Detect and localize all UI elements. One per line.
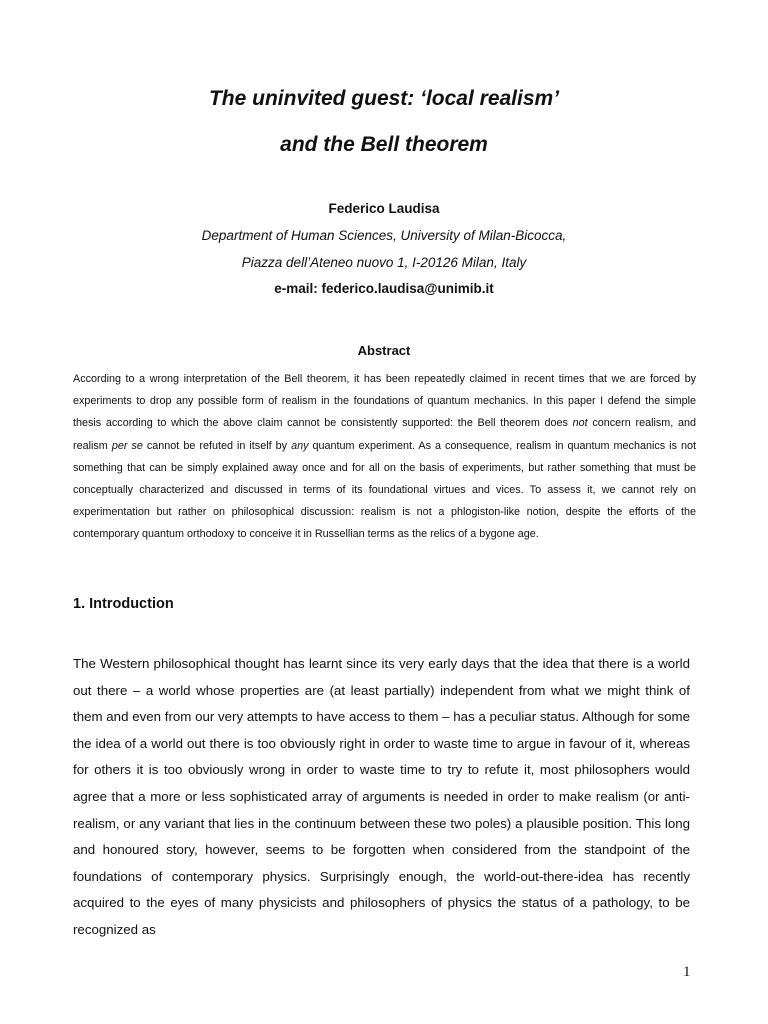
section-heading: 1. Introduction [73, 596, 174, 612]
paper-title-line-1: The uninvited guest: ‘local realism’ [208, 87, 560, 110]
paper-title-line-2: and the Bell theorem [280, 133, 488, 156]
abstract-emphasis-any: any [291, 439, 309, 452]
author-affiliation-line-1: Department of Human Sciences, University of Milan-Bicocca, [201, 228, 567, 243]
abstract-emphasis-per-se: per se [111, 439, 143, 452]
abstract-text [73, 368, 696, 546]
page-number: 1 [683, 964, 691, 980]
author-affiliation-line-2: Piazza dell’Ateneo nuovo 1, I-20126 Milan, Italy [241, 255, 527, 270]
author-name: Federico Laudisa [328, 201, 440, 216]
abstract-emphasis-not: not [572, 417, 588, 430]
author-email: e-mail: federico.laudisa@unimib.it [274, 281, 494, 296]
abstract-text-part-3: cannot be refuted in itself by [142, 439, 292, 452]
abstract-text-part-4: quantum experiment. As a consequence, realism in quantum mechanics is not something that can be simply explained away once and for all on the basis of experiments, but rather something that must be conceptually characterized and discussed in terms of its foundational virtues and vices. To assess it, we cannot rely on experimentation but rather on philosophical discussion: realism is not a phlogiston-like notion, despite the efforts of the contemporary quantum orthodoxy to conceive it in Russellian terms as the relics of a bygone age. [73, 439, 697, 541]
abstract-text-part-2: concern realism, and realism [73, 417, 696, 452]
abstract-text-part-1: According to a wrong interpretation of the Bell theorem, it has been repeatedly claimed in recent times that we are forced by experiments to drop any possible form of realism in the foundations of quantum mechanics. In this paper I defend the simple thesis according to which the above claim cannot be consistently supported: the Bell theorem does [73, 373, 696, 430]
abstract-heading: Abstract [357, 343, 411, 358]
section-paragraph: The Western philosophical thought has learnt since its very early days that the idea that there is a world out there – a world whose properties are (at least partially) independent from what we might think of them and even from our very attempts to have access to them – has a peculiar status. Although for some the idea of a world out there is too obviously right in order to waste time to argue in favour of it, whereas for others it is too obviously wrong in order to waste time to try to refute it, most philosophers would agree that a more or less sophisticated array of arguments is needed in order to make realism (or anti-realism, or any variant that lies in the continuum between these two poles) a plausible position. This long and honoured story, however, seems to be forgotten when considered from the standpoint of the foundations of contemporary physics. Surprisingly enough, the world-out-there-idea has recently acquired to the eyes of many physicists and philosophers of physics the status of a pathology, to be recognized as [73, 656, 690, 937]
